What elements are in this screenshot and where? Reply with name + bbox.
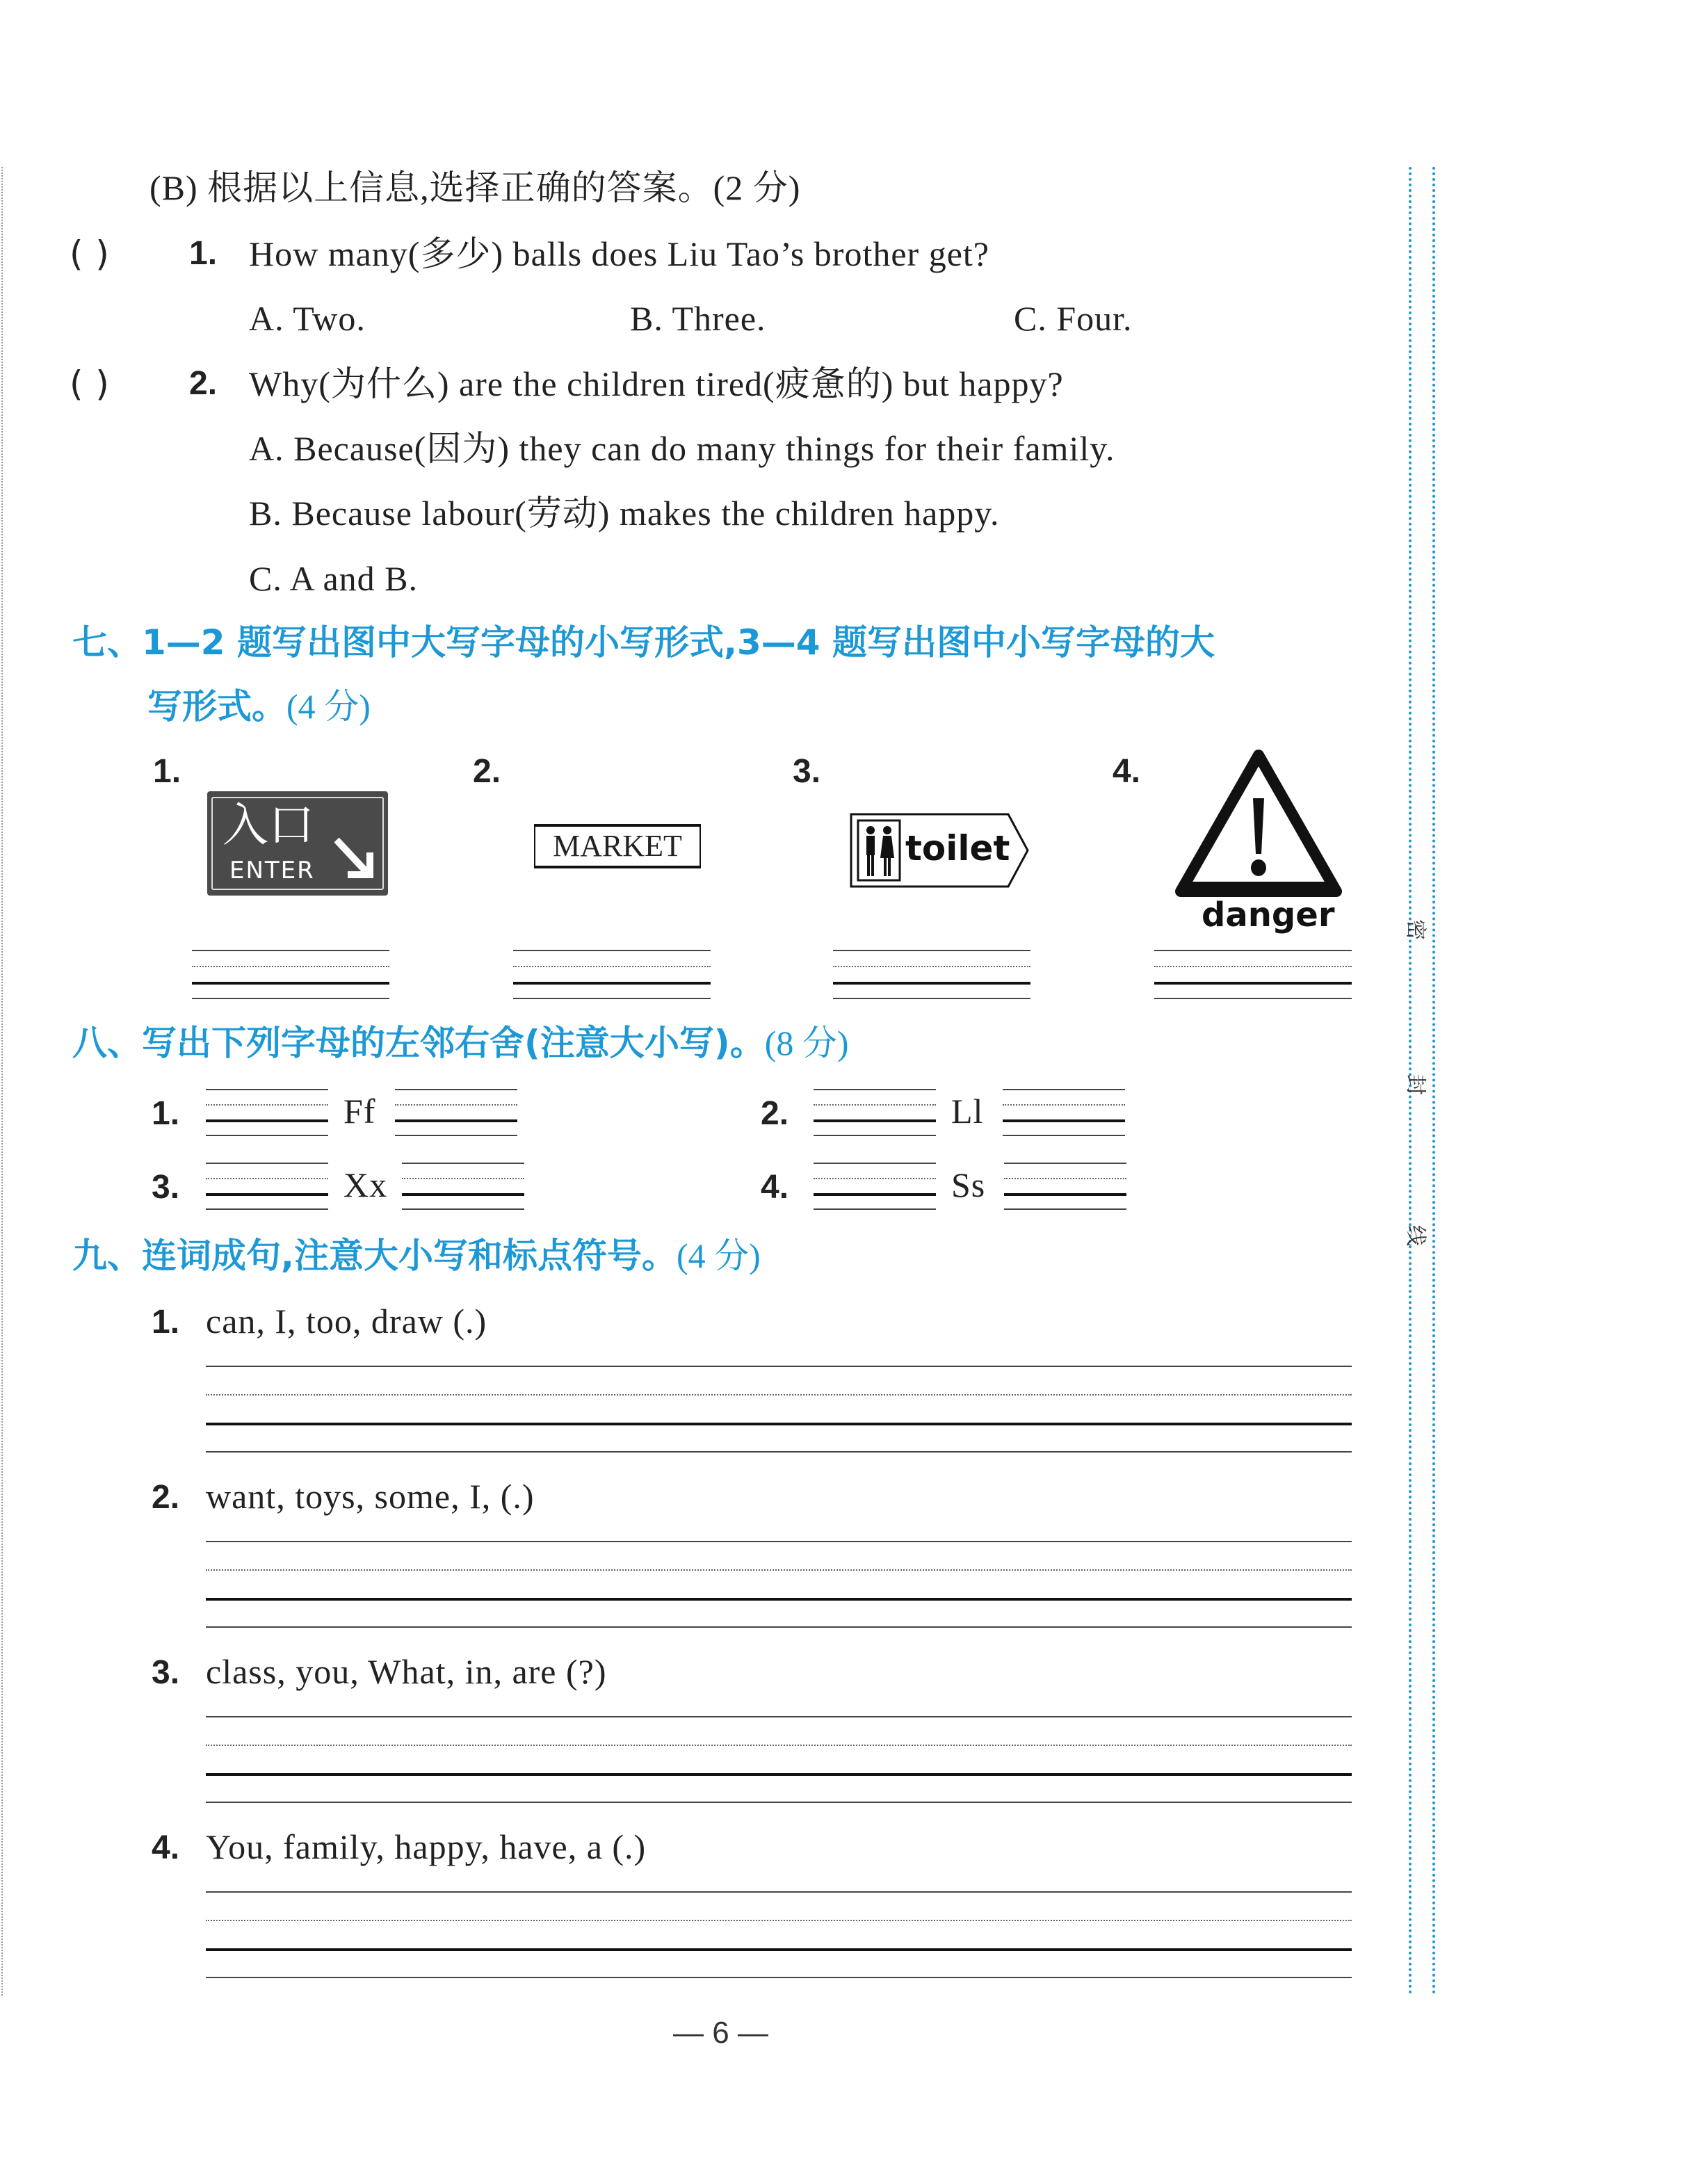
option-b[interactable]: B. Because labour(劳动) makes the children happy. bbox=[249, 494, 1000, 533]
sign-text: MARKET bbox=[553, 829, 682, 863]
option-b[interactable]: B. Three. bbox=[630, 299, 766, 338]
option-c[interactable]: C. Four. bbox=[1014, 299, 1133, 338]
guide-line bbox=[833, 966, 1030, 967]
guide-line bbox=[206, 1394, 1352, 1396]
guide-line bbox=[206, 1626, 1352, 1628]
guide-line bbox=[513, 950, 711, 951]
word-list: can, I, too, draw (.) bbox=[206, 1302, 487, 1341]
guide-line bbox=[814, 1104, 936, 1106]
guide-line bbox=[1003, 1089, 1125, 1090]
guide-line bbox=[192, 966, 389, 967]
guide-line bbox=[1003, 1104, 1125, 1106]
question-number: 2. bbox=[189, 365, 218, 402]
question-text: How many(多少) balls does Liu Tao’s brother get? bbox=[249, 234, 989, 273]
question-text: Why(为什么) are the children tired(疲惫的) but happy? bbox=[249, 364, 1064, 403]
guide-line bbox=[833, 998, 1030, 999]
guide-line bbox=[395, 1089, 517, 1090]
answer-blank[interactable]: ( ) bbox=[70, 364, 110, 404]
guide-line bbox=[206, 1977, 1352, 1978]
guide-line bbox=[395, 1104, 517, 1106]
guide-line bbox=[206, 1920, 1352, 1921]
section7-heading: 七、1—2 题写出图中大写字母的小写形式,3—4 题写出图中小写字母的大 bbox=[72, 622, 1215, 663]
enter-sign-image bbox=[207, 791, 388, 896]
section8-heading: 八、写出下列字母的左邻右舍(注意大小写)。 bbox=[72, 1023, 765, 1063]
guide-line bbox=[402, 1163, 524, 1164]
letter-pair: Ll bbox=[951, 1092, 984, 1131]
item-number: 1. bbox=[152, 1304, 180, 1341]
guide-line bbox=[1004, 1178, 1126, 1179]
guide-line bbox=[206, 1948, 1352, 1951]
guide-line bbox=[192, 950, 389, 951]
letter-pair: Ss bbox=[951, 1165, 986, 1204]
guide-line bbox=[206, 1745, 1352, 1746]
guide-line bbox=[1004, 1163, 1126, 1164]
section7-points: (4 分) bbox=[286, 687, 371, 726]
item-number: 2. bbox=[473, 753, 501, 790]
guide-line bbox=[395, 1135, 517, 1136]
question-number: 1. bbox=[189, 235, 218, 272]
guide-line bbox=[192, 982, 389, 985]
section7-heading-cont bbox=[147, 686, 371, 727]
section8-heading-row bbox=[72, 1022, 849, 1064]
binding-char: 线 bbox=[1403, 1225, 1428, 1246]
item-number: 4. bbox=[152, 1829, 180, 1866]
guide-line bbox=[402, 1208, 524, 1210]
guide-line bbox=[206, 1193, 328, 1196]
item-number: 3. bbox=[152, 1654, 180, 1691]
word-list: want, toys, some, I, (.) bbox=[206, 1477, 535, 1516]
guide-line bbox=[206, 1366, 1352, 1367]
guide-line bbox=[206, 1451, 1352, 1453]
guide-line bbox=[206, 1208, 328, 1210]
item-number: 1. bbox=[153, 753, 181, 790]
guide-line bbox=[206, 1135, 328, 1136]
letter-pair: Ff bbox=[343, 1092, 376, 1131]
guide-line bbox=[402, 1193, 524, 1196]
binding-char: 封 bbox=[1403, 1074, 1428, 1095]
guide-line bbox=[1004, 1208, 1126, 1210]
guide-line bbox=[206, 1716, 1352, 1717]
guide-line bbox=[206, 1802, 1352, 1803]
part-b-heading: (B) 根据以上信息,选择正确的答案。(2 分) bbox=[149, 168, 801, 207]
guide-line bbox=[814, 1193, 936, 1196]
guide-line bbox=[814, 1178, 936, 1179]
binding-char: 密 bbox=[1403, 919, 1428, 940]
option-c[interactable]: C. A and B. bbox=[249, 559, 418, 598]
sign-text: toilet bbox=[905, 828, 1010, 868]
option-a[interactable]: A. Two. bbox=[249, 299, 366, 338]
guide-line bbox=[1154, 998, 1352, 999]
guide-line bbox=[206, 1178, 328, 1179]
market-sign-image bbox=[534, 824, 701, 868]
guide-line bbox=[206, 1541, 1352, 1542]
guide-line bbox=[206, 1891, 1352, 1893]
guide-line bbox=[513, 966, 711, 967]
item-number: 3. bbox=[152, 1169, 180, 1206]
page-number: — 6 — bbox=[673, 2016, 768, 2050]
guide-line bbox=[206, 1089, 328, 1090]
guide-line bbox=[1004, 1193, 1126, 1196]
section7-heading-line2: 写形式。 bbox=[147, 686, 286, 727]
guide-line bbox=[206, 1163, 328, 1164]
arrow-down-right-icon bbox=[331, 834, 380, 887]
guide-line bbox=[206, 1569, 1352, 1571]
item-number: 4. bbox=[1113, 753, 1141, 790]
guide-line bbox=[814, 1119, 936, 1122]
page-edge-line bbox=[1, 167, 3, 1996]
guide-line bbox=[206, 1119, 328, 1122]
guide-line bbox=[1003, 1135, 1125, 1136]
letter-pair: Xx bbox=[343, 1165, 388, 1204]
guide-line bbox=[1003, 1119, 1125, 1122]
item-number: 4. bbox=[761, 1169, 789, 1206]
guide-line bbox=[1154, 982, 1352, 985]
guide-line bbox=[814, 1163, 936, 1164]
section8-points: (8 分) bbox=[764, 1024, 849, 1062]
word-list: class, you, What, in, are (?) bbox=[206, 1652, 607, 1691]
guide-line bbox=[1154, 966, 1352, 967]
word-list: You, family, happy, have, a (.) bbox=[206, 1827, 647, 1866]
guide-line bbox=[814, 1208, 936, 1210]
guide-line bbox=[513, 982, 711, 985]
guide-line bbox=[833, 982, 1030, 985]
guide-line bbox=[814, 1135, 936, 1136]
section9-heading-row bbox=[72, 1235, 761, 1277]
guide-line bbox=[1154, 950, 1352, 951]
guide-line bbox=[402, 1178, 524, 1179]
guide-line bbox=[206, 1598, 1352, 1601]
answer-blank[interactable]: ( ) bbox=[70, 234, 110, 274]
guide-line bbox=[206, 1104, 328, 1106]
sign-chinese-text: 入口 bbox=[223, 798, 314, 852]
guide-line bbox=[206, 1773, 1352, 1776]
section9-points: (4 分) bbox=[677, 1236, 761, 1275]
guide-line bbox=[395, 1119, 517, 1122]
item-number: 1. bbox=[152, 1095, 180, 1132]
guide-line bbox=[513, 998, 711, 999]
guide-line bbox=[814, 1089, 936, 1090]
item-number: 2. bbox=[761, 1095, 789, 1132]
item-number: 2. bbox=[152, 1479, 180, 1516]
warning-triangle-icon bbox=[1175, 750, 1342, 898]
section9-heading: 九、连词成句,注意大小写和标点符号。 bbox=[72, 1236, 677, 1276]
item-number: 3. bbox=[793, 753, 821, 790]
guide-line bbox=[192, 998, 389, 999]
option-a[interactable]: A. Because(因为) they can do many things for their family. bbox=[249, 429, 1115, 468]
sign-text: danger bbox=[1202, 896, 1335, 935]
guide-line bbox=[833, 950, 1030, 951]
sign-english-text: ENTER bbox=[229, 857, 315, 884]
guide-line bbox=[206, 1423, 1352, 1425]
